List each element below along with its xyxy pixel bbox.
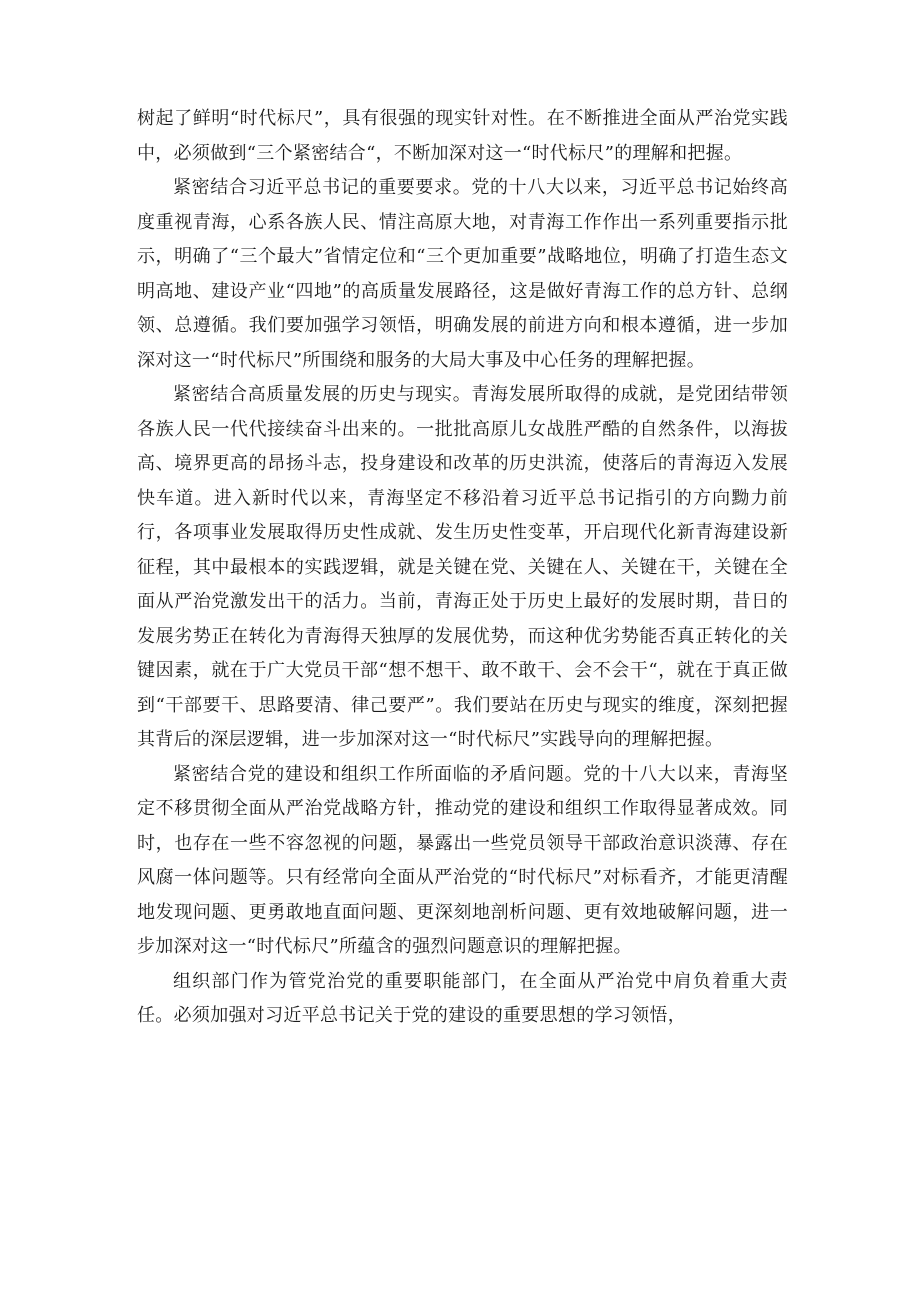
- paragraph-3: 紧密结合高质量发展的历史与现实。青海发展所取得的成就，是党团结带领各族人民一代代接续奋斗出来的。一批批高原儿女战胜严酷的自然条件，以海拔高、境界更高的昂扬斗志，投身建设和改革的历史洪流，使落后的青海迈入发展快车道。进入新时代以来，青海坚定不移沿着习近平总书记指引的方向黝力前行，各项事业发展取得历史性成就、发生历史性变革，开启现代化新青海建设新征程，其中最根本的实践逻辑，就是关键在党、关键在人、关键在干，关键在全面从严治党激发出干的活力。当前，青海正处于历史上最好的发展时期，昔日的发展劣势正在转化为青海得天独厚的发展优势，而这种优劣势能否真正转化的关键因素，就在于广大党员干部“想不想干、敢不敢干、会不会干“，就在于真正做到“干部要干、思路要清、律己要严”。我们要站在历史与现实的维度，深刻把握其背后的深层逻辑，进一步加深对这一“时代标尺”实践导向的理解把握。: [137, 384, 788, 750]
- paragraph-1: 树起了鲜明“时代标尺”，具有很强的现实针对性。在不断推进全面从严治党实践中，必须做到“三个紧密结合“，不断加深对这一“时代标尺”的理解和把握。: [137, 108, 788, 164]
- paragraph-2: 紧密结合习近平总书记的重要要求。党的十八大以来，习近平总书记始终高度重视青海，心系各族人民、情注高原大地，对青海工作作出一系列重要指示批示，明确了“三个最大”省情定位和“三个更加重要”战略地位，明确了打造生态文明高地、建设产业“四地”的高质量发展路径，这是做好青海工作的总方针、总纲领、总遵循。我们要加强学习领悟，明确发展的前进方向和根本遵循，进一步加深对这一“时代标尺”所围绕和服务的大局大事及中心任务的理解把握。: [137, 177, 788, 371]
- paragraph-4: 紧密结合党的建设和组织工作所面临的矛盾问题。党的十八大以来，青海坚定不移贯彻全面从严治党战略方针，推动党的建设和组织工作取得显著成效。同时，也存在一些不容忽视的问题，暴露出一些党员领导干部政治意识淡薄、存在风腐一体问题等。只有经常向全面从严治党的“时代标尺”对标看齐，才能更清醒地发现问题、更勇敢地直面问题、更深刻地剖析问题、更有效地破解问题，进一步加深对这一“时代标尺”所蕴含的强烈问题意识的理解把握。: [137, 763, 788, 957]
- paragraph-5: 组织部门作为管党治党的重要职能部门，在全面从严治党中肩负着重大责任。必须加强对习近平总书记关于党的建设的重要思想的学习领悟，: [137, 970, 788, 1026]
- document-body: [137, 102, 788, 1034]
